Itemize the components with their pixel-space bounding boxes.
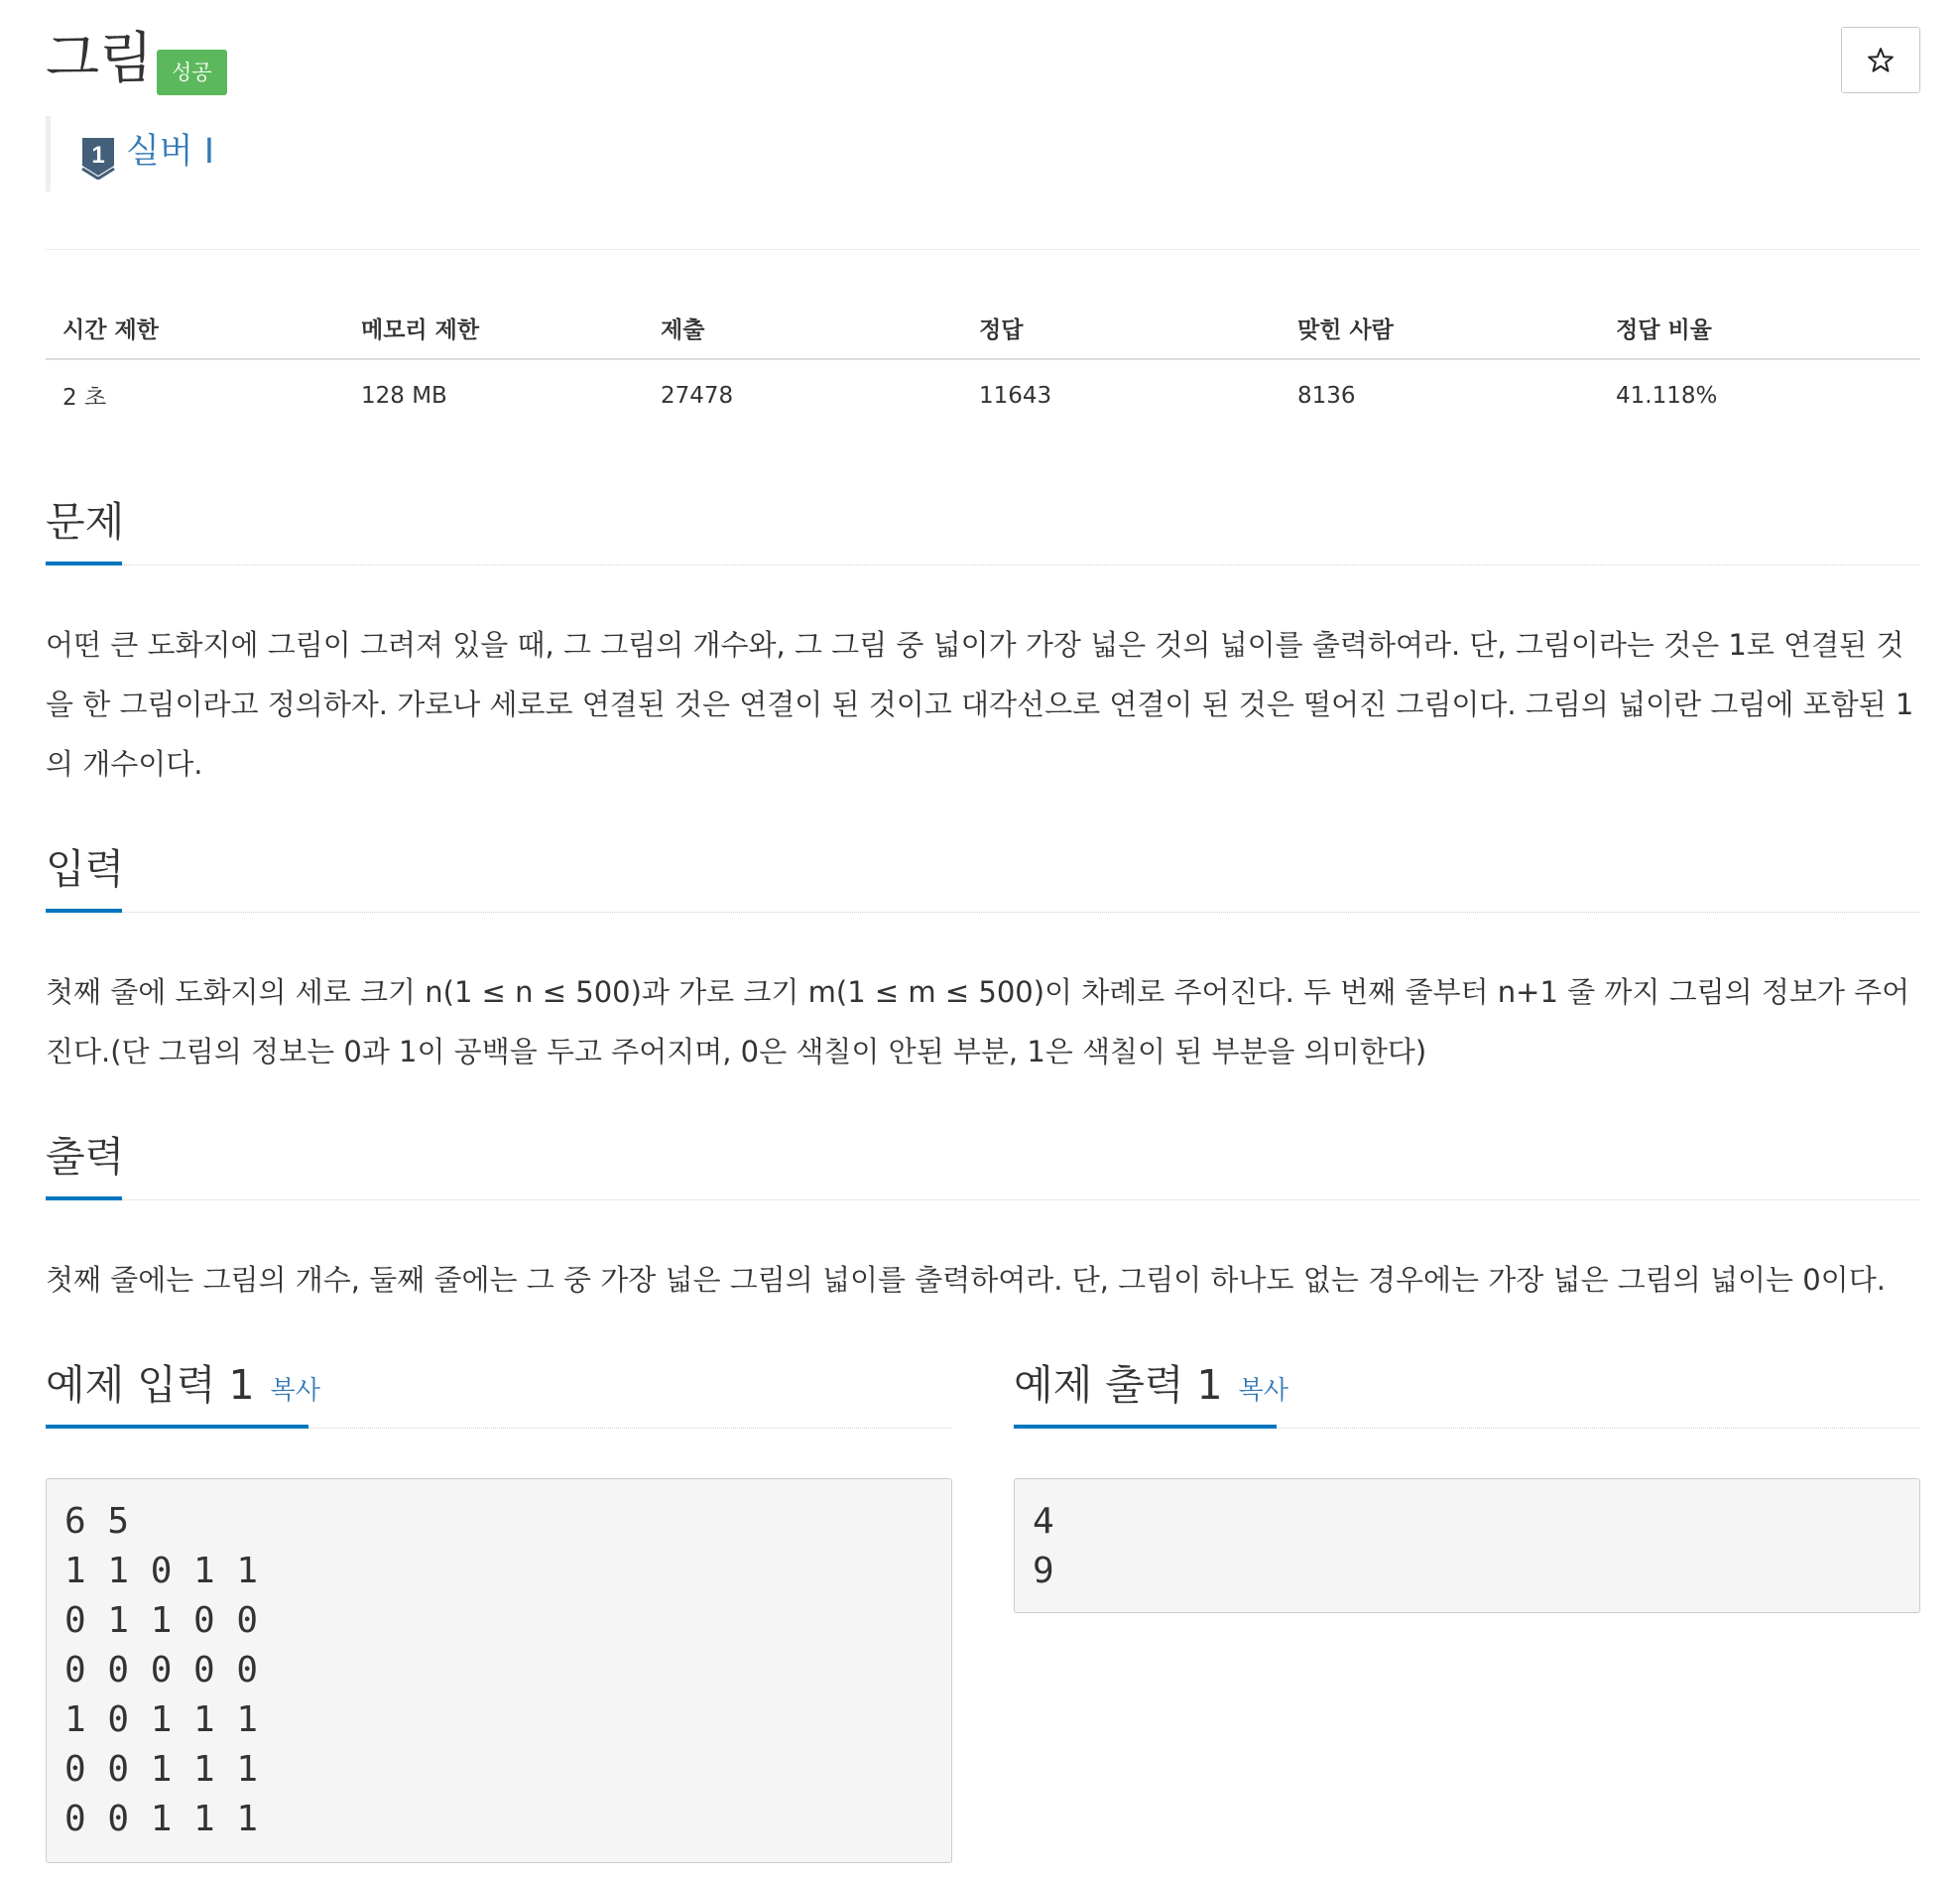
sample-output-title-text: 예제 출력 1 [1014, 1361, 1223, 1409]
problem-title: 그림 [46, 27, 154, 91]
input-section-header [46, 837, 1920, 913]
value-accept-ratio: 41.118% [1616, 382, 1718, 409]
sample-output-title [1014, 1353, 1288, 1429]
sample-input-title [46, 1353, 320, 1429]
sample-input-title-text: 예제 입력 1 [46, 1361, 255, 1409]
value-accepted: 11643 [979, 382, 1052, 409]
sample-output-header [1014, 1353, 1920, 1429]
sample-output-box: 4 9 [1014, 1478, 1920, 1613]
description-section-header [46, 490, 1920, 565]
tier-label[interactable]: 실버 I [126, 132, 215, 172]
header-divider [46, 249, 1920, 250]
favorite-star-button[interactable] [1841, 27, 1920, 93]
sample-input-header [46, 1353, 952, 1429]
value-memory-limit: 128 MB [361, 382, 447, 409]
header-memory-limit: 메모리 제한 [344, 298, 644, 359]
star-icon [1866, 46, 1896, 75]
copy-sample-input-link[interactable]: 복사 [270, 1376, 320, 1406]
input-text: 첫째 줄에 도화지의 세로 크기 n(1 ≤ n ≤ 500)과 가로 크기 m(1 ≤ m ≤ 500)이 차례로 주어진다. 두 번째 줄부터 n+1 줄 까지 그림의 정보가 주어진다.(단 그림의 정보는 0과 1이 공백을 두고 주어지며, 0은 색칠이 안된 부분, 1은 색칠이 된 부분을 의미한다) [46, 975, 1910, 1068]
value-submissions: 27478 [661, 382, 734, 409]
input-title: 입력 [46, 837, 122, 913]
output-text: 첫째 줄에는 그림의 개수, 둘째 줄에는 그 중 가장 넓은 그림의 넓이를 출력하여라. 단, 그림이 하나도 없는 경우에는 가장 넓은 그림의 넓이는 0이다. [46, 1263, 1886, 1297]
output-section-header [46, 1125, 1920, 1200]
problem-info-table [46, 298, 1920, 431]
header-accept-ratio: 정답 비율 [1599, 298, 1920, 359]
value-time-limit: 2 초 [62, 385, 107, 411]
info-table-header-row [46, 298, 1920, 359]
header-time-limit: 시간 제한 [46, 298, 344, 359]
header-accepted: 정답 [962, 298, 1281, 359]
header-submissions: 제출 [644, 298, 962, 359]
description-title: 문제 [46, 490, 122, 565]
sample-input-box: 6 5 1 1 0 1 1 0 1 1 0 0 0 0 0 0 0 1 0 1 1 1 0 0 1 1 1 0 0 1 1 1 [46, 1478, 952, 1863]
info-table-row [46, 359, 1920, 431]
tier-icon-digit: 1 [91, 142, 105, 169]
tier-silver-1-icon[interactable] [80, 136, 116, 180]
value-solved-users: 8136 [1297, 382, 1356, 409]
tier-box [46, 116, 641, 191]
output-title: 출력 [46, 1125, 122, 1200]
description-text: 어떤 큰 도화지에 그림이 그려져 있을 때, 그 그림의 개수와, 그 그림 중 넓이가 가장 넓은 것의 넓이를 출력하여라. 단, 그림이라는 것은 1로 연결된 것을 한 그림이라고 정의하자. 가로나 세로로 연결된 것은 연결이 된 것이고 대각선으로 연결이 된 것은 떨어진 그림이다. 그림의 넓이란 그림에 포함된 1의 개수이다. [46, 628, 1914, 781]
status-badge: 성공 [157, 50, 227, 95]
header-solved-users: 맞힌 사람 [1281, 298, 1599, 359]
copy-sample-output-link[interactable]: 복사 [1238, 1376, 1288, 1406]
